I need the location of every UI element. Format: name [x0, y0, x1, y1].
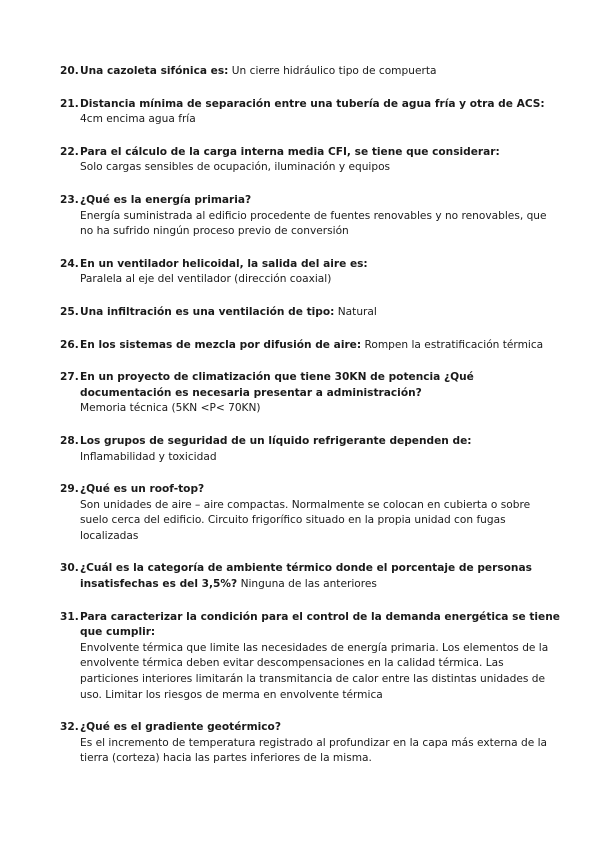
question-text: En un proyecto de climatización que tiene 30KN de potencia ¿Qué documentación es necesaria presentar a administración? — [80, 371, 474, 399]
question-item-20 — [60, 64, 560, 80]
answer-text: Rompen la estratificación térmica — [364, 338, 544, 351]
question-item-32 — [60, 720, 560, 767]
question-number: 29. — [60, 483, 79, 496]
question-text: Para caracterizar la condición para el control de la demanda energética se tiene que cumplir: — [80, 610, 560, 639]
question-list — [60, 64, 560, 767]
question-number: 20. — [60, 65, 79, 77]
question-text: ¿Qué es el gradiente geotérmico? — [80, 721, 281, 734]
question-number: 32. — [60, 721, 79, 734]
question-text: Para el cálculo de la carga interna media CFI, se tiene que considerar: — [80, 145, 500, 158]
question-number: 22. — [60, 145, 79, 158]
answer-text: Natural — [337, 305, 377, 318]
answer-text: Son unidades de aire – aire compactas. Normalmente se colocan en cubierta o sobre suelo cerca del edificio. Circuito frigorífico situado en la propia unidad con fugas localizadas — [80, 498, 531, 542]
question-number: 21. — [60, 97, 79, 110]
question-text: ¿Qué es un roof-top? — [80, 483, 205, 496]
question-text: Una infiltración es una ventilación de tipo: — [80, 305, 335, 318]
question-item-25 — [60, 305, 560, 321]
question-number: 26. — [60, 338, 79, 351]
question-number: 23. — [60, 193, 79, 206]
question-item-22 — [60, 145, 560, 176]
question-item-21 — [60, 97, 560, 128]
answer-text: Es el incremento de temperatura registrado al profundizar en la capa más externa de la tierra (corteza) hacia las partes inferiores de la misma. — [80, 736, 548, 765]
question-item-24 — [60, 257, 560, 288]
question-text: Una cazoleta sifónica es: — [80, 65, 229, 77]
answer-text: Envolvente térmica que limite las necesidades de energía primaria. Los elementos de la envolvente térmica deben evitar descompensaciones en la calidad térmica. Las particiones interiores limitarán la transmitancia de calor entre las distintas unidades de uso. Limitar los riesgos de merma en envolvente térmica — [80, 641, 549, 701]
question-text: En un ventilador helicoidal, la salida del aire es: — [80, 257, 368, 270]
question-number: 27. — [60, 371, 79, 384]
question-number: 31. — [60, 610, 79, 623]
question-item-29 — [60, 482, 560, 544]
question-item-26 — [60, 338, 560, 354]
question-text: Los grupos de seguridad de un líquido refrigerante dependen de: — [80, 434, 472, 447]
answer-text: Ninguna de las anteriores — [240, 578, 377, 591]
answer-text: Energía suministrada al edificio procedente de fuentes renovables y no renovables, que no ha sufrido ningún proceso previo de conversión — [80, 209, 547, 238]
answer-text: Un cierre hidráulico tipo de compuerta — [231, 65, 437, 77]
question-item-28 — [60, 434, 560, 465]
question-number: 25. — [60, 305, 79, 318]
answer-text: 4cm encima agua fría — [80, 113, 196, 126]
answer-text: Solo cargas sensibles de ocupación, iluminación y equipos — [80, 161, 391, 174]
question-number: 24. — [60, 257, 79, 270]
question-item-30 — [60, 561, 560, 592]
question-text: ¿Cuál es la categoría de ambiente térmico donde el porcentaje de personas insatisfechas es del 3,5%? — [80, 562, 532, 591]
question-item-31 — [60, 610, 560, 704]
question-text: En los sistemas de mezcla por difusión de aire: — [80, 338, 362, 351]
answer-text: Memoria técnica (5KN <P< 70KN) — [80, 402, 261, 415]
question-number: 30. — [60, 562, 79, 575]
question-text: Distancia mínima de separación entre una tubería de agua fría y otra de ACS: — [80, 97, 545, 110]
question-item-27 — [60, 370, 560, 417]
answer-text: Inflamabilidad y toxicidad — [80, 450, 217, 463]
question-item-23 — [60, 193, 560, 240]
question-number: 28. — [60, 434, 79, 447]
question-text: ¿Qué es la energía primaria? — [80, 193, 252, 206]
answer-text: Paralela al eje del ventilador (dirección coaxial) — [80, 273, 332, 286]
